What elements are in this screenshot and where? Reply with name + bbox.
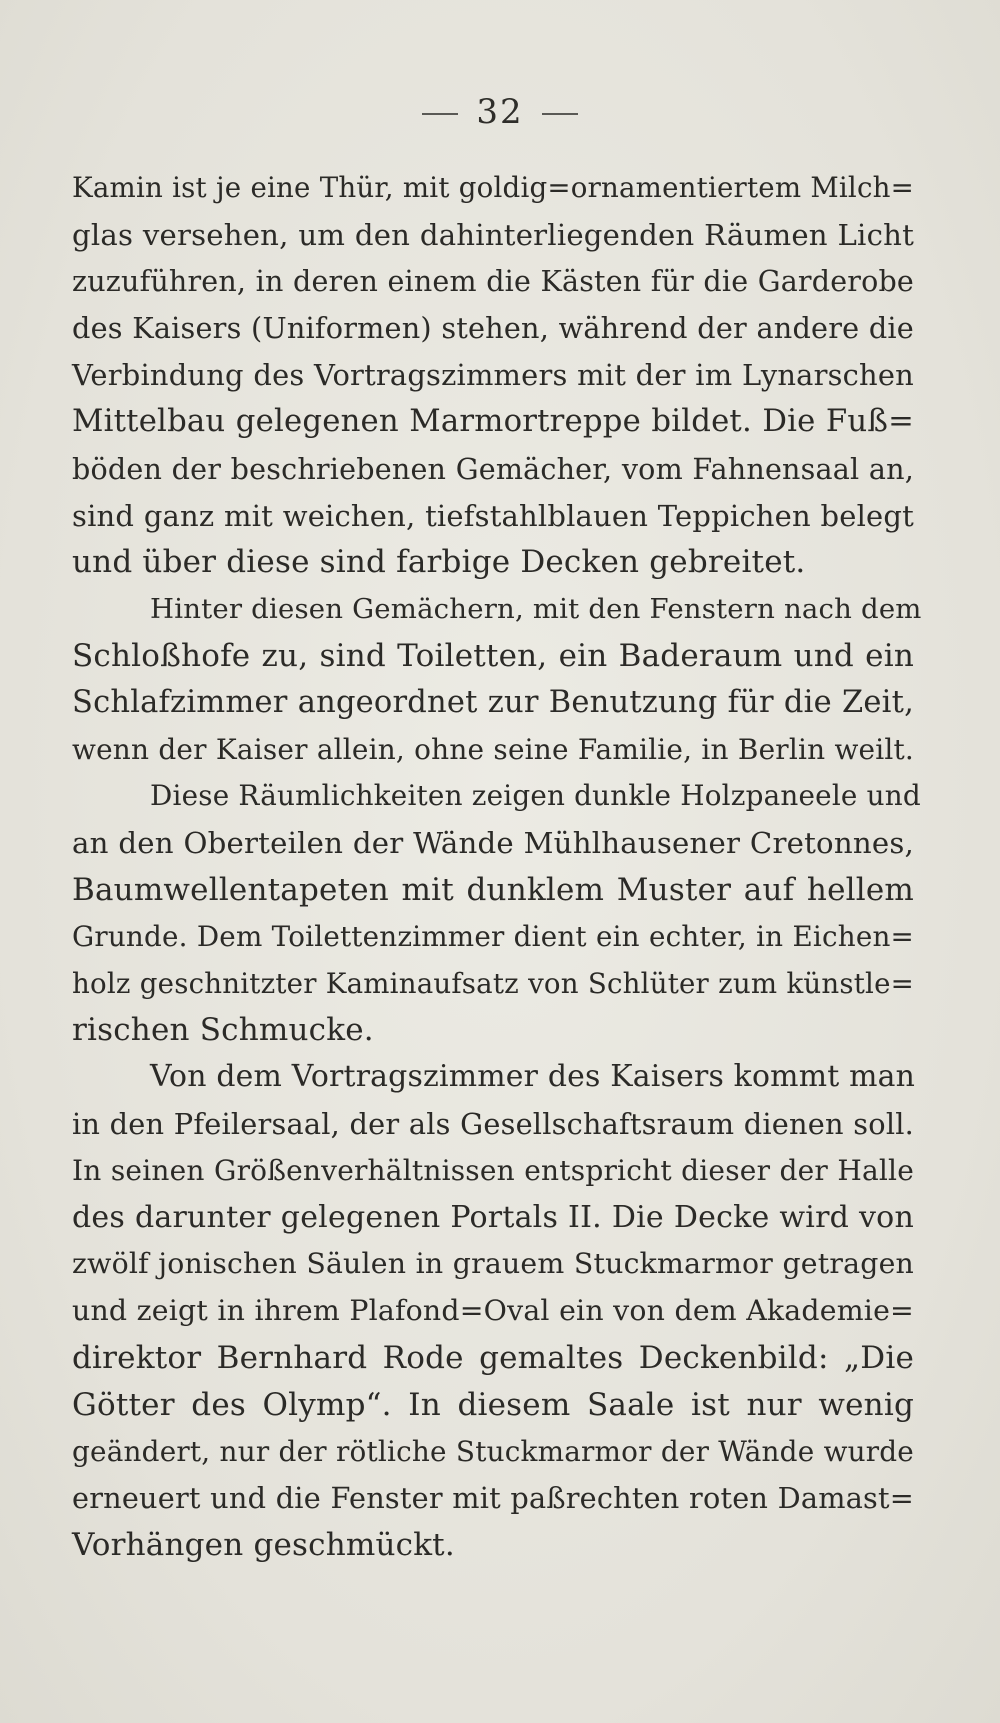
text-line: direktor Bernhard Rode gemaltes Deckenbild: „Die (72, 1339, 914, 1376)
text-line: zuzuführen, in deren einem die Kästen für die Garderobe (72, 264, 914, 298)
text-line: und zeigt in ihrem Plafond=Oval ein von dem Akademie= (72, 1294, 914, 1328)
text-line: glas versehen, um den dahinterliegenden Räumen Licht (72, 217, 914, 252)
page-header (0, 92, 1000, 132)
text-line: In seinen Größenverhältnissen entspricht dieser der Halle (72, 1153, 914, 1187)
page-number: 32 (476, 92, 524, 132)
text-line: böden der beschriebenen Gemächer, vom Fahnensaal an, (72, 451, 914, 486)
text-line: Grunde. Dem Toilettenzimmer dient ein echter, in Eichen= (72, 919, 914, 953)
text-line: zwölf jonischen Säulen in grauem Stuckmarmor getragen (72, 1247, 914, 1281)
header-dash-right (542, 113, 578, 115)
text-line: Götter des Olymp“. In diesem Saale ist nur wenig (72, 1386, 914, 1423)
text-line: Schlafzimmer angeordnet zur Benutzung für die Zeit, (72, 684, 914, 720)
text-line: an den Oberteilen der Wände Mühlhausener Cretonnes, (72, 826, 914, 861)
text-line: und über diese sind farbige Decken gebreitet. (72, 544, 806, 581)
text-line: des Kaisers (Uniformen) stehen, während der andere die (72, 311, 914, 346)
paragraph-4 (72, 1054, 914, 1569)
header-dash-left (422, 113, 458, 115)
text-line: erneuert und die Fenster mit paßrechten roten Damast= (72, 1481, 914, 1516)
text-line: geändert, nur der rötliche Stuckmarmor der Wände wurde (72, 1434, 914, 1468)
text-line: Mittelbau gelegenen Marmortreppe bildet. Die Fuß= (72, 403, 914, 439)
text-line: sind ganz mit weichen, tiefstahlblauen Teppichen belegt (72, 498, 914, 533)
text-line: Baumwellentapeten mit dunklem Muster auf hellem (72, 871, 914, 908)
text-line: des darunter gelegenen Portals II. Die Decke wird von (72, 1199, 914, 1235)
text-line: holz geschnitzter Kaminaufsatz von Schlüter zum künstle= (72, 966, 914, 1000)
text-line: Verbindung des Vortragszimmers mit der im Lynarschen (72, 358, 914, 393)
text-line: Kamin ist je eine Thür, mit goldig=ornamentiertem Milch= (72, 171, 914, 204)
text-line: Diese Räumlichkeiten zeigen dunkle Holzpaneele und (150, 779, 921, 813)
paragraph-3 (72, 773, 921, 1054)
text-line: in den Pfeilersaal, der als Gesellschaftsraum dienen soll. (72, 1106, 914, 1141)
text-line: Hinter diesen Gemächern, mit den Fenstern nach dem (150, 593, 922, 626)
text-line: Von dem Vortragszimmer des Kaisers kommt man (150, 1059, 916, 1095)
body-text (72, 165, 922, 1569)
text-line: Vorhängen geschmückt. (72, 1527, 455, 1564)
paragraph-1 (72, 165, 914, 586)
text-line: wenn der Kaiser allein, ohne seine Familie, in Berlin weilt. (72, 732, 914, 766)
text-line: Schloßhofe zu, sind Toiletten, ein Baderaum und ein (72, 637, 914, 674)
text-line: rischen Schmucke. (72, 1012, 374, 1049)
paragraph-2 (72, 586, 922, 773)
